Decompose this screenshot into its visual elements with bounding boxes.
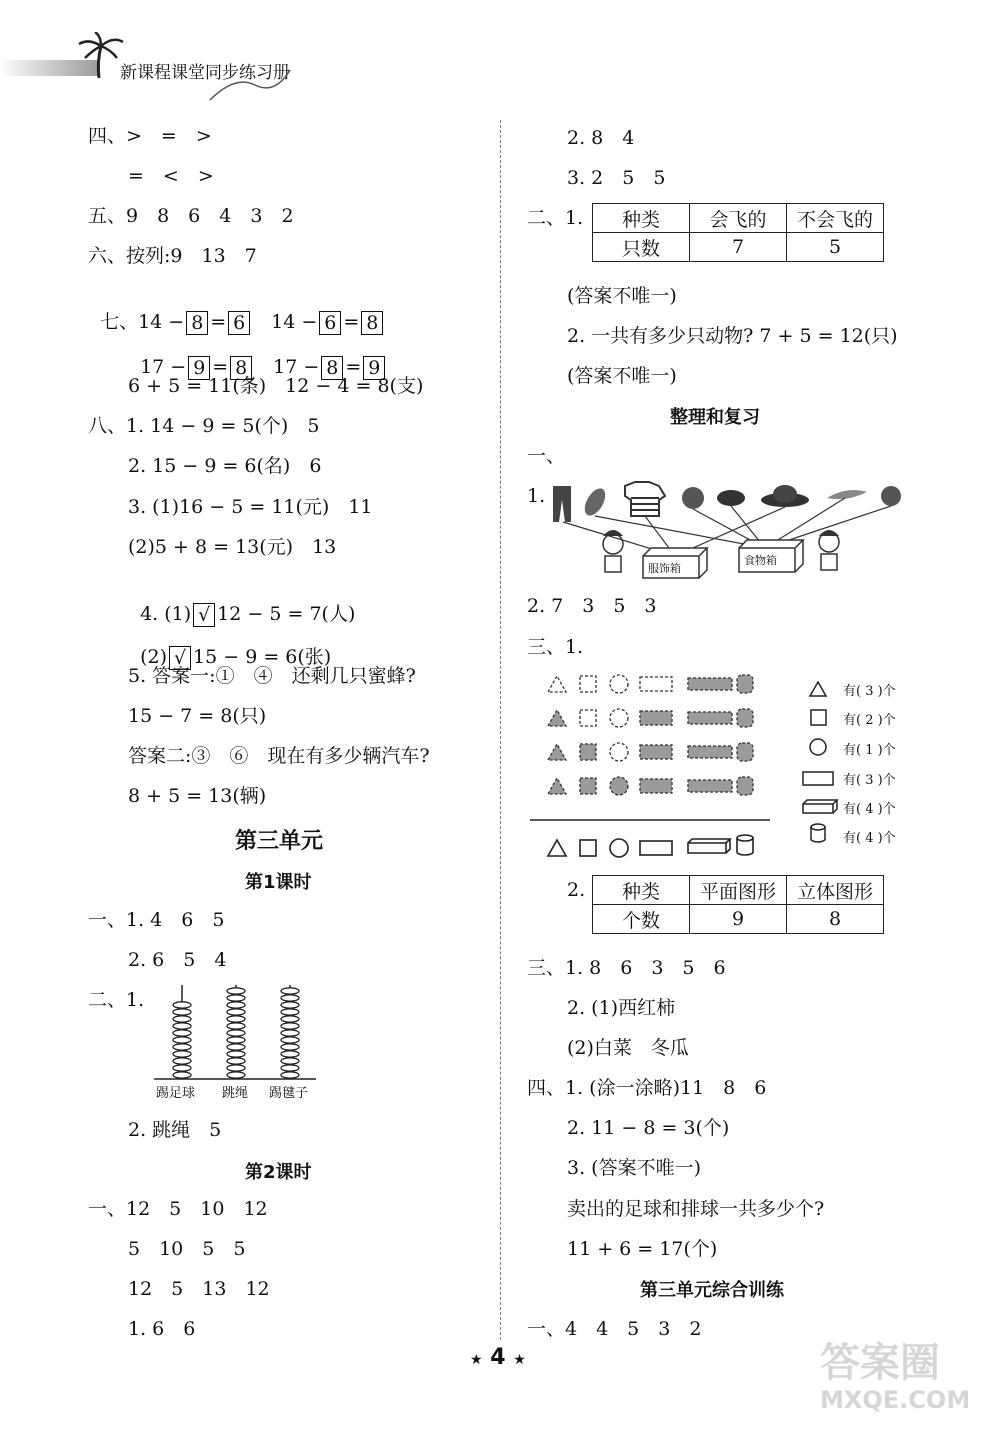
bead [173, 1030, 191, 1036]
tally-shape [640, 677, 672, 691]
eq-text: 14 − [271, 311, 318, 333]
answer-line: 三、1. [527, 636, 584, 658]
answer-line: 3. (答案不唯一) [567, 1157, 701, 1179]
table-cell: 9 [690, 905, 787, 934]
tally-shape [548, 778, 566, 794]
answer-box: 9 [363, 356, 385, 380]
answer-box: 8 [361, 311, 383, 335]
sorting-figure [545, 476, 915, 586]
bead [227, 1065, 245, 1071]
eq-text: = [345, 356, 362, 378]
legend-icons [800, 676, 840, 846]
answer-line: 2. 6 5 4 [128, 949, 227, 971]
checkbox-answer [128, 621, 331, 670]
tally-shape [737, 743, 753, 761]
tally-shape [737, 675, 753, 693]
answer-line: 一、12 5 10 12 [88, 1198, 268, 1220]
star-icon: ★ [470, 1352, 483, 1368]
tally-shape [548, 744, 566, 760]
answer-line: 2. 8 4 [567, 127, 635, 149]
shape-table [592, 875, 884, 934]
answer-line: (2)白菜 冬瓜 [567, 1037, 689, 1059]
answer-line: 2. 一共有多少只动物? 7 + 5 = 12(只) [567, 325, 898, 347]
answer-line: 3. (1)16 − 5 = 11(元) 11 [128, 496, 373, 518]
bead [227, 988, 245, 994]
star-icon: ★ [513, 1352, 526, 1368]
watermark-line1: 答案圈 [820, 1340, 940, 1386]
answer-line: 四、> = > [88, 125, 212, 147]
bead [173, 1037, 191, 1043]
bead [281, 1023, 299, 1029]
bead [227, 1030, 245, 1036]
tally-label: 踢毽子 [269, 1086, 309, 1101]
check-box: √ [193, 603, 215, 627]
unit-heading: 第三单元 [235, 829, 324, 854]
answer-line: 六、按列:9 13 7 [88, 245, 257, 267]
tally-shape [610, 709, 628, 727]
checkbox-answer [128, 578, 355, 627]
animal-table [592, 203, 884, 262]
answer-line: 3. 2 5 5 [567, 167, 666, 189]
tally-shape [640, 779, 672, 793]
table-cell: 种类 [593, 204, 690, 233]
answer-line: 答案二:③ ⑥ 现在有多少辆汽车? [128, 745, 430, 767]
page-number-text: 4 [490, 1345, 506, 1370]
bead [227, 1072, 245, 1078]
tally-label: 踢足球 [156, 1086, 196, 1101]
box-label: 食物箱 [744, 554, 777, 567]
bead [281, 1016, 299, 1022]
bead [173, 1058, 191, 1064]
watermark [820, 1340, 990, 1414]
eq-text: 七、14 − [100, 311, 185, 333]
bead [227, 1009, 245, 1015]
eq-text: = [212, 356, 229, 378]
page-number [470, 1345, 526, 1370]
bead [173, 1072, 191, 1078]
bead [173, 1044, 191, 1050]
boxed-equation [88, 286, 385, 335]
eq-text: 12 − 5 = 7(人) [217, 603, 356, 625]
eq-text: 17 − [273, 356, 320, 378]
tally-shape [580, 710, 596, 726]
header-title: 新课程课堂同步练习册 [120, 63, 290, 83]
bead [227, 1016, 245, 1022]
bead [227, 1023, 245, 1029]
column-divider [500, 120, 501, 1340]
tally-label: 跳绳 [222, 1086, 249, 1101]
answer-line: 11 + 6 = 17(个) [567, 1238, 718, 1260]
answer-line: = < > [128, 165, 214, 187]
bead [173, 1023, 191, 1029]
legend-text: 有( 4 )个 [843, 831, 896, 846]
bead [281, 988, 299, 994]
flourish-icon [205, 65, 295, 105]
table-cell: 只数 [593, 233, 690, 262]
bead [281, 1037, 299, 1043]
bead [281, 1065, 299, 1071]
tally-shape [737, 709, 753, 727]
answer-line: 15 − 7 = 8(只) [128, 705, 267, 727]
bead [227, 1051, 245, 1057]
table-cell: 种类 [593, 876, 690, 905]
tally-shape [688, 780, 732, 792]
answer-line: (答案不唯一) [567, 285, 677, 307]
legend-text: 有( 3 )个 [843, 773, 896, 788]
answer-line: 2. 7 3 5 3 [527, 595, 657, 617]
tally-shape [580, 676, 596, 692]
table-cell: 个数 [593, 905, 690, 934]
bead [173, 1009, 191, 1015]
section-heading: 第三单元综合训练 [640, 1280, 784, 1301]
answer-line: (2)5 + 8 = 13(元) 13 [128, 536, 337, 558]
palm-tree-icon [75, 32, 125, 80]
bead [227, 1037, 245, 1043]
answer-line: 1. 6 6 [128, 1318, 196, 1340]
table-cell: 8 [787, 905, 884, 934]
table-cell: 不会飞的 [787, 204, 884, 233]
answer-line: 2. [567, 879, 586, 901]
bead [281, 1058, 299, 1064]
table-cell: 平面图形 [690, 876, 787, 905]
table-cell: 7 [690, 233, 787, 262]
lesson-heading: 第2课时 [245, 1162, 312, 1183]
answer-line: 八、1. 14 − 9 = 5(个) 5 [88, 415, 320, 437]
answer-line: 5. 答案一:① ④ 还剩几只蜜蜂? [128, 665, 416, 687]
bead [227, 995, 245, 1001]
tally-shape [580, 744, 596, 760]
section-heading: 整理和复习 [670, 407, 760, 428]
tally-shape [737, 777, 753, 795]
eq-text: 15 − 9 = 6(张) [193, 646, 332, 668]
answer-box: 6 [228, 311, 250, 335]
shape-tally-figure [530, 670, 780, 862]
answer-line: (答案不唯一) [567, 365, 677, 387]
eq-text: 4. (1) [140, 603, 192, 625]
lesson-heading: 第1课时 [245, 872, 312, 893]
tally-shape [610, 675, 628, 693]
answer-line: 2. (1)西红柿 [567, 997, 676, 1019]
table-cell: 5 [787, 233, 884, 262]
bead [281, 1044, 299, 1050]
tally-shape [688, 746, 732, 758]
answer-line: 四、1. (涂一涂略)11 8 6 [527, 1077, 767, 1099]
eq-text: = [343, 311, 360, 333]
tally-shape [610, 777, 628, 795]
answer-box: 9 [188, 356, 210, 380]
bead [281, 1009, 299, 1015]
bead [173, 1065, 191, 1071]
tally-shape [610, 743, 628, 761]
tally-shape [640, 745, 672, 759]
bead [281, 1030, 299, 1036]
answer-line: 2. 15 − 9 = 6(名) 6 [128, 455, 322, 477]
legend-text: 有( 2 )个 [843, 713, 896, 728]
eq-text: (2) [140, 646, 168, 668]
answer-line: 8 + 5 = 13(辆) [128, 785, 267, 807]
legend-text: 有( 4 )个 [843, 802, 896, 817]
box-label: 服饰箱 [648, 562, 681, 575]
answer-box: 8 [186, 311, 208, 335]
answer-line: 2. 11 − 8 = 3(个) [567, 1117, 730, 1139]
answer-box: 8 [230, 356, 252, 380]
bead [173, 1002, 191, 1008]
watermark-line2: MXQE.COM [820, 1386, 971, 1414]
boxed-equation [128, 331, 387, 380]
legend-text: 有( 3 )个 [843, 684, 896, 699]
answer-box: 8 [321, 356, 343, 380]
check-box: √ [169, 646, 191, 670]
answer-line: 1. [527, 485, 546, 507]
bead [173, 1016, 191, 1022]
bead [281, 1051, 299, 1057]
answer-line: 二、1. [88, 989, 145, 1011]
bead [281, 995, 299, 1001]
tally-shape [640, 711, 672, 725]
answer-line: 5 10 5 5 [128, 1238, 246, 1260]
tally-shape [580, 778, 596, 794]
answer-line: 一、1. 4 6 5 [88, 909, 225, 931]
answer-box: 6 [319, 311, 341, 335]
bead [227, 1002, 245, 1008]
bead [281, 1072, 299, 1078]
legend-text: 有( 1 )个 [843, 743, 896, 758]
answer-line: 6 + 5 = 11(条) 12 − 4 = 8(支) [128, 375, 424, 397]
answer-line: 三、1. 8 6 3 5 6 [527, 957, 726, 979]
tally-shape [688, 712, 732, 724]
answer-line: 一、 [527, 445, 566, 467]
eq-text: 17 − [140, 356, 187, 378]
answer-line: 二、1. [527, 207, 584, 229]
table-cell: 立体图形 [787, 876, 884, 905]
tally-shape [548, 676, 566, 692]
table-cell: 会飞的 [690, 204, 787, 233]
answer-line: 2. 跳绳 5 [128, 1119, 222, 1141]
answer-line: 一、4 4 5 3 2 [527, 1318, 702, 1340]
bead [227, 1058, 245, 1064]
bead [173, 1051, 191, 1057]
answer-line: 12 5 13 12 [128, 1278, 270, 1300]
bead [281, 1002, 299, 1008]
bead [227, 1044, 245, 1050]
tally-shape [548, 710, 566, 726]
answer-line: 五、9 8 6 4 3 2 [88, 205, 294, 227]
answer-line: 卖出的足球和排球一共多少个? [567, 1198, 825, 1220]
eq-text: = [210, 311, 227, 333]
tally-shape [688, 678, 732, 690]
